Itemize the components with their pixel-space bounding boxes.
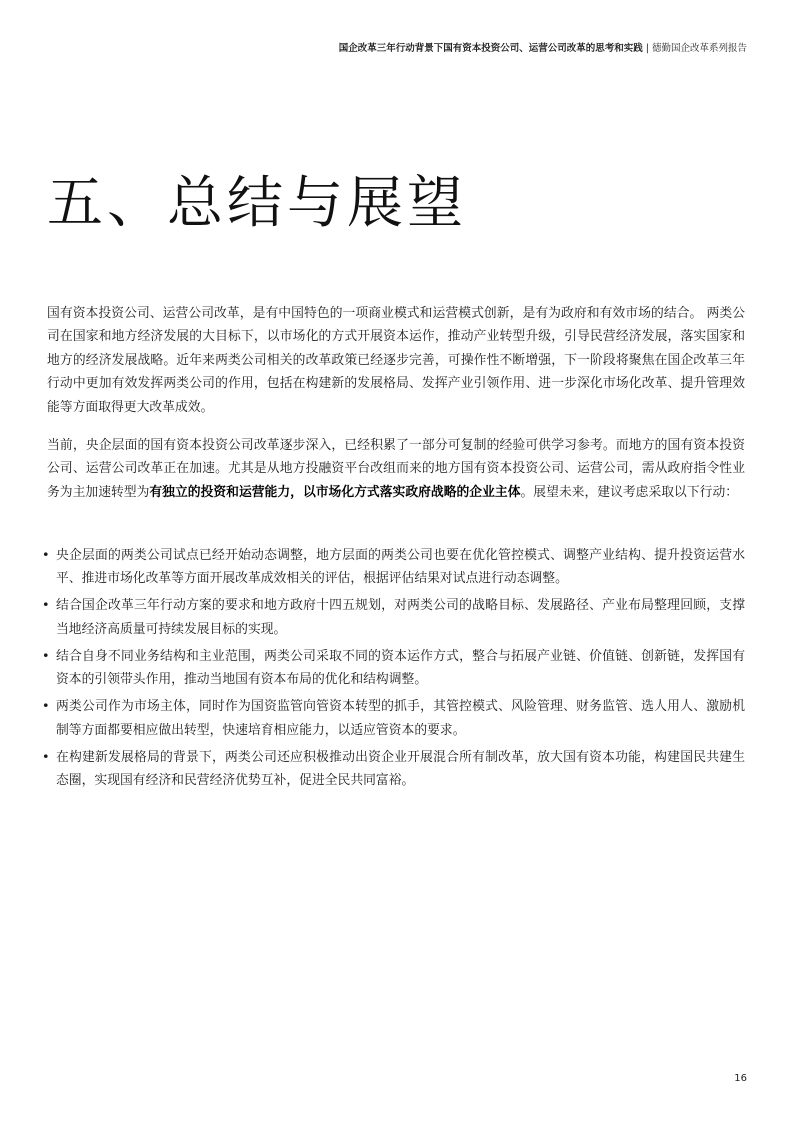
list-item: [42, 645, 745, 692]
list-item: [42, 594, 745, 641]
list-item-text: 央企层面的两类公司试点已经开始动态调整，地方层面的两类公司也要在优化管控模式、调整产业结构、提升投资运营水平、推进市场化改革等方面开展改革成效相关的评估，根据评估结果对试点进行动态调整。: [56, 548, 745, 587]
list-item: [42, 544, 745, 591]
report-title: 国企改革三年行动背景下国有资本投资公司、运营公司改革的思考和实践: [338, 43, 643, 54]
outlook-paragraph-emphasis: 有独立的投资和运营能力，以市场化方式落实政府战略的企业主体: [149, 484, 521, 500]
bullet-icon: •: [42, 598, 50, 614]
outlook-paragraph: [47, 434, 745, 504]
list-item-text: 在构建新发展格局的背景下，两类公司还应积极推动出资企业开展混合所有制改革，放大国有资本功能，构建国民共建生态圈，实现国有经济和民营经济优势互补，促进全民共同富裕。: [56, 749, 745, 789]
chapter-title: 五、总结与展望: [47, 171, 467, 236]
list-item-text: 两类公司作为市场主体，同时作为国资监管向管资本转型的抓手，其管控模式、风险管理、财务监管、选人用人、激励机制等方面都要相应做出转型，快速培育相应能力，以适应管资本的要求。: [56, 699, 745, 738]
report-series: 德勤国企改革系列报告: [651, 43, 747, 54]
list-item: [42, 695, 745, 742]
intro-paragraph: 国有资本投资公司、运营公司改革，是有中国特色的一项商业模式和运营模式创新，是有为政府和有效市场的结合。 两类公司在国家和地方经济发展的大目标下，以市场化的方式开展资本运作，推动产业转型升级，引导民营经济发展，落实国家和地方的经济发展战略。近年来两类公司相关的改革政策已经逐步完善，可操作性不断增强，下一阶段将聚焦在国企改革三年行动中更加有效发挥两类公司的作用，包括在构建新的发展格局、发挥产业引领作用、进一步深化市场化改革、提升管理效能等方面取得更大改革成效。: [47, 306, 745, 415]
running-header: [339, 43, 747, 55]
bullet-icon: •: [42, 648, 50, 664]
bullet-icon: •: [42, 548, 50, 563]
list-item-text: 结合国企改革三年行动方案的要求和地方政府十四五规划，对两类公司的战略目标、发展路径、产业布局整理回顾，支撑当地经济高质量可持续发展目标的实现。: [56, 598, 745, 637]
bullet-icon: •: [42, 749, 50, 765]
page-number: 16: [734, 1073, 747, 1084]
header-separator: |: [645, 43, 649, 54]
list-item: [42, 746, 745, 793]
outlook-paragraph-text-2: 。展望未来，建议考虑采取以下行动：: [520, 484, 739, 500]
outlook-paragraph-text-1: 当前，央企层面的国有资本投资公司改革逐步深入，已经积累了一部分可复制的经验可供学习参考。而地方的国有资本投资公司、运营公司改革正在加速。尤其是从地方投融资平台改组而来的地方国有资本投资公司、运营公司，需从政府指令性业务为主加速转型为: [47, 438, 745, 500]
bullet-icon: •: [42, 699, 50, 715]
list-item-text: 结合自身不同业务结构和主业范围，两类公司采取不同的资本运作方式，整合与拓展产业链、价值链、创新链，发挥国有资本的引领带头作用，推动当地国有资本布局的优化和结构调整。: [56, 648, 745, 688]
recommendation-list: [42, 544, 745, 796]
